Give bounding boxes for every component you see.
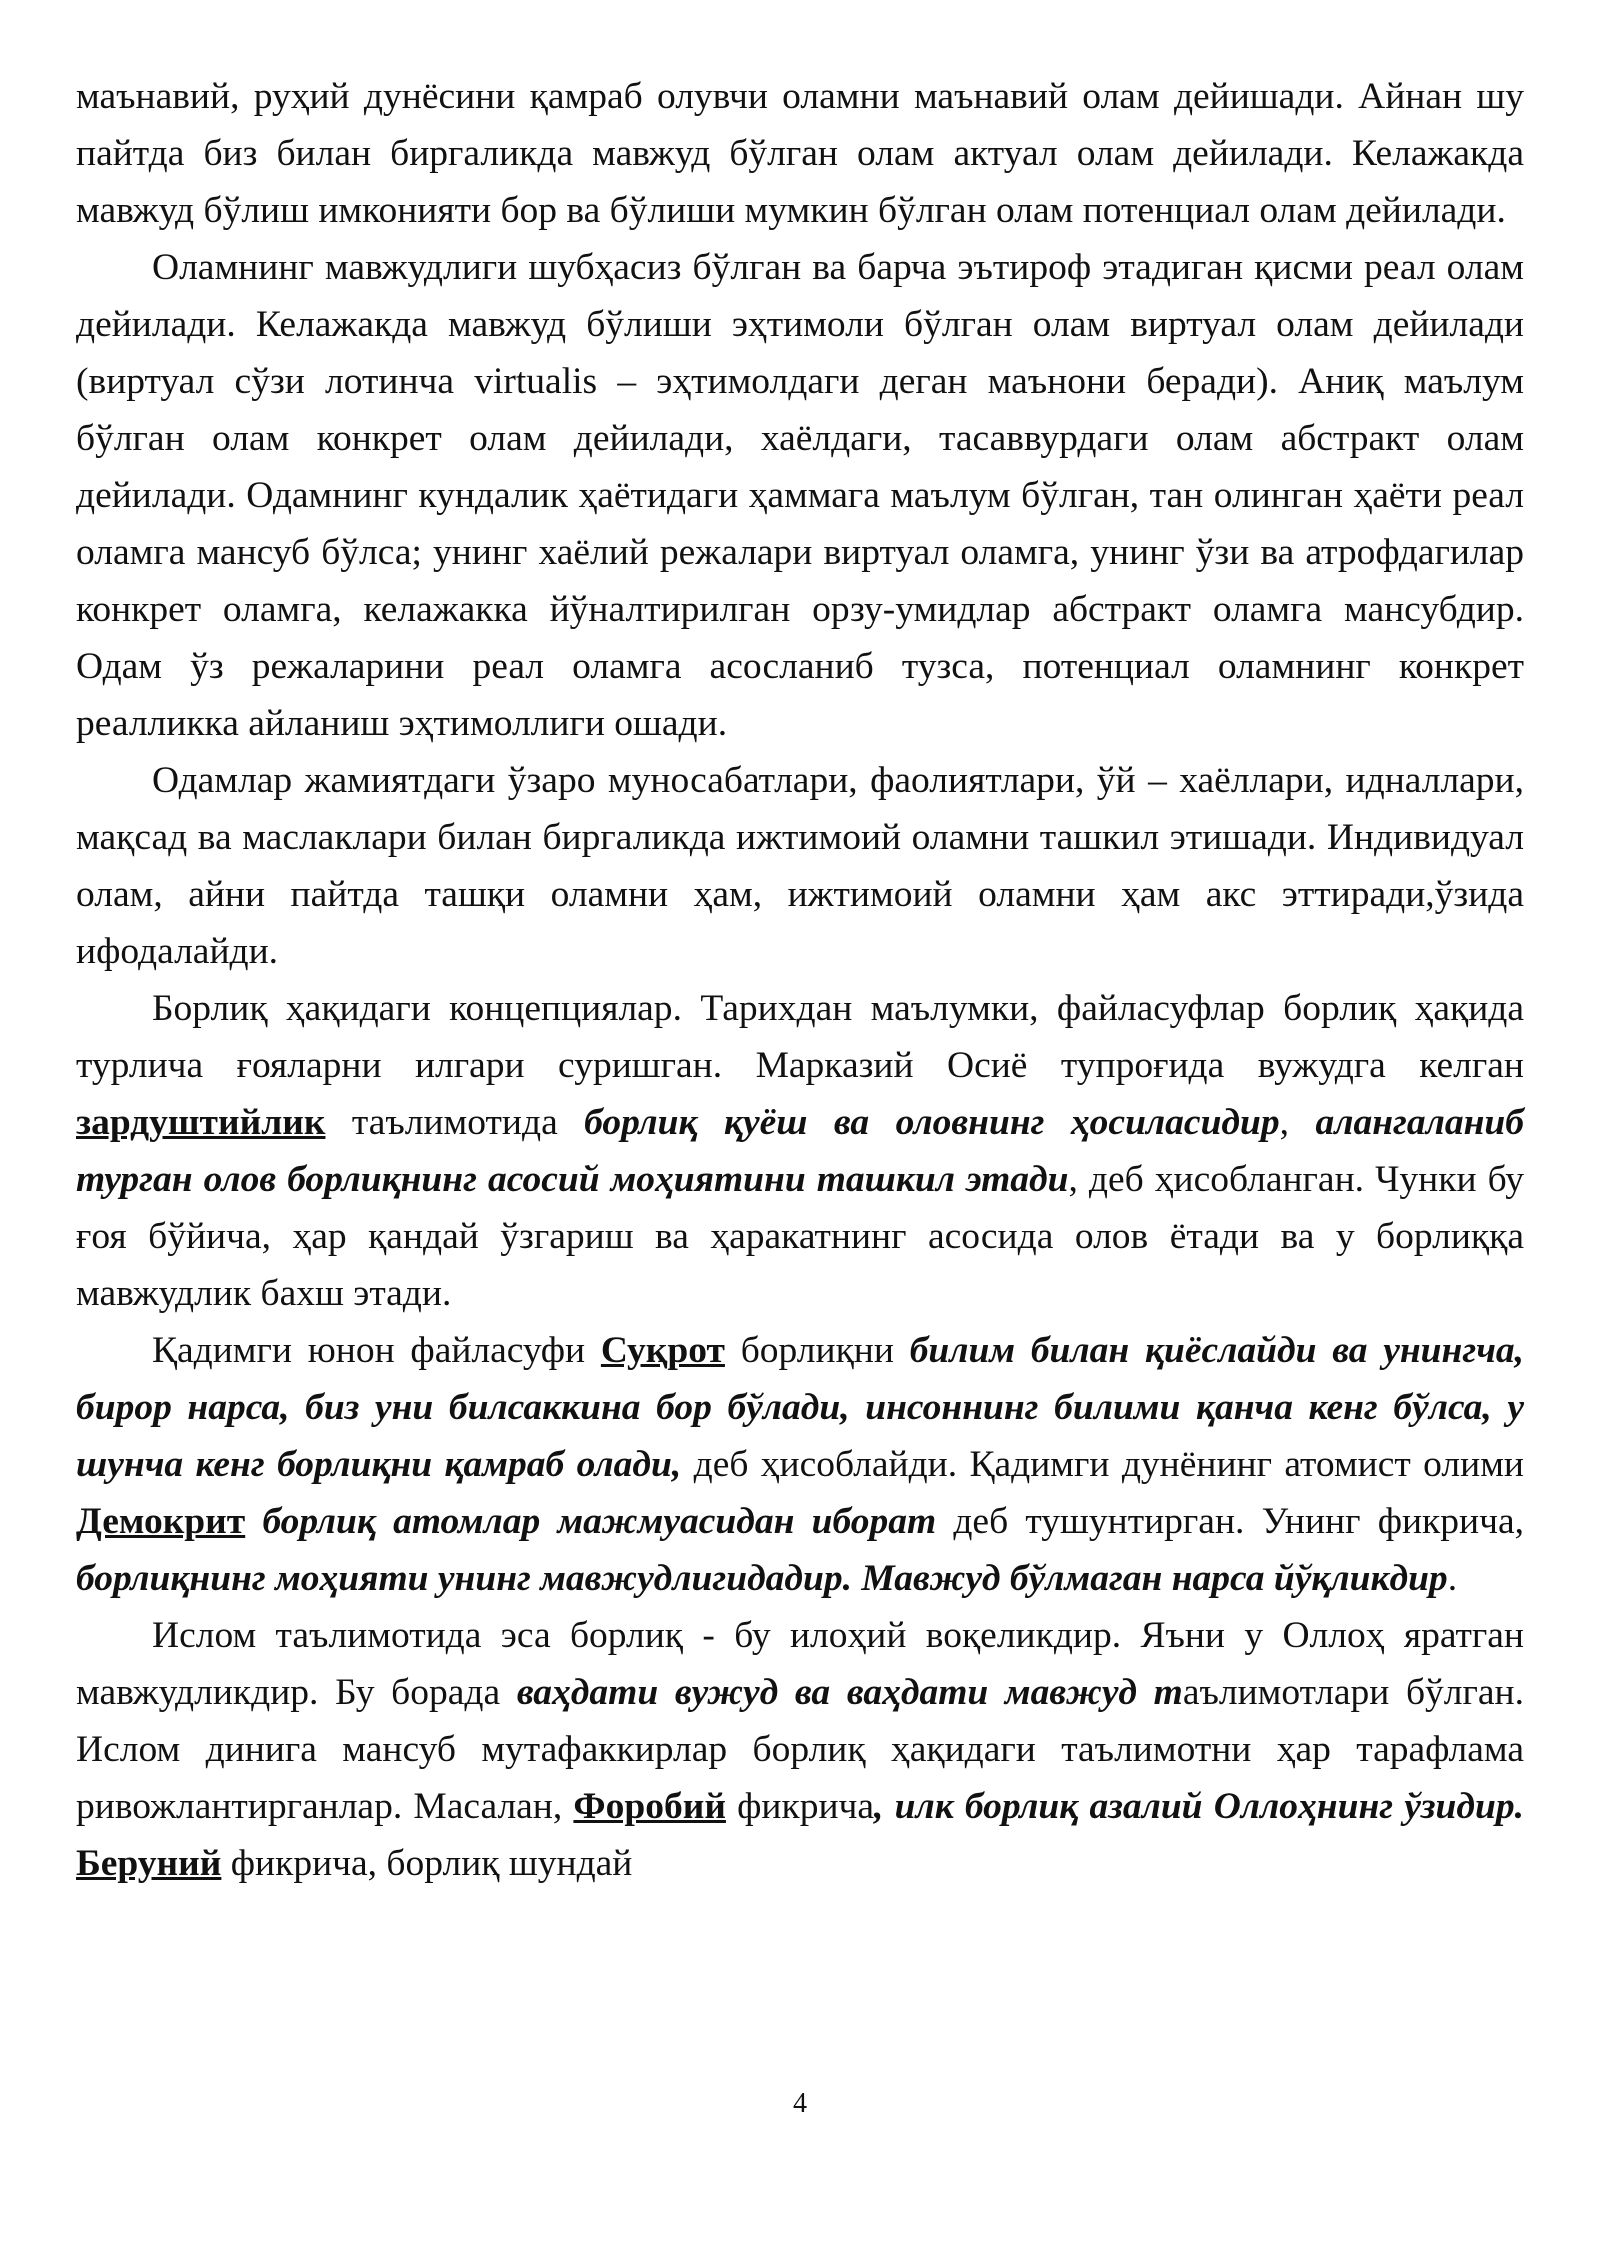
- emphasized-text: борлиқ атомлар мажмуасидан иборат: [262, 1501, 937, 1542]
- emphasized-text: зардуштийлик: [76, 1102, 326, 1143]
- emphasized-text: Ислом таълимотида эса борлиқ: [152, 1615, 684, 1656]
- text-run: ,: [1279, 1102, 1316, 1143]
- paragraph: [76, 68, 1524, 239]
- emphasized-text: реал олам: [1364, 247, 1525, 288]
- text-run: .: [1447, 1558, 1458, 1599]
- text-run: фикрича, борлиқ шундай: [221, 1843, 633, 1884]
- text-run: - бу илоҳий воқеликдир. Яъни у Оллоҳ яратган мавжудликдир. Бу борада: [76, 1615, 1524, 1713]
- paragraph: [76, 980, 1524, 1322]
- emphasized-text: Борлиқ ҳақидаги концепциялар: [152, 988, 673, 1029]
- emphasized-text: кундалик ҳаёти: [418, 475, 667, 516]
- paragraph: [76, 1607, 1524, 1892]
- text-run: фикрича: [725, 1786, 875, 1827]
- emphasized-text: билим билан қиёслайди ва унингча, бирор нарса, биз уни билсаккина бор бўлади, инсоннинг билими қанча кенг бўлса, у шунча кенг борлиқни қамраб олади,: [76, 1330, 1524, 1485]
- text-run: [245, 1501, 262, 1542]
- emphasized-text: унинг ўзи: [1090, 532, 1250, 573]
- paragraph: [76, 1322, 1524, 1607]
- text-run: маънавий, руҳий дунёсини қамраб олувчи оламни маънавий олам дейишади. Айнан шу пайтда биз билан биргаликда мавжуд бўлган олам: [76, 76, 1524, 174]
- text-run: . Тарихдан маълумки, файласуфлар борлиқ ҳақида турлича ғояларни илгари суришган. Марказий Осиё тупроғида вужудга келган: [76, 988, 1524, 1086]
- emphasized-text: ваҳдати вужуд ва ваҳдати мавжуд т: [516, 1672, 1183, 1713]
- text-run: мансуб бўлса; унинг: [185, 532, 539, 573]
- emphasized-text: виртуал олам: [1130, 304, 1354, 345]
- text-run: дейилади (виртуал сўзи лотинча virtualis – эҳтимолдаги деган маънони беради). Аниқ маълум бўлган олам конкрет олам дейилади, хаёлдаги, тасаввурдаги олам: [76, 304, 1524, 459]
- text-run: Одамлар жамиятдаги ўзаро муносабатлари, фаолиятлари, ўй – хаёллари, идналлари, мақсад ва маслаклари билан биргаликда ижтимоий оламни ташкил этишади. Индивидуал олам, айни пайтда ташқи оламни ҳам, ижтимоий оламни ҳам акс эттиради,ўзида ифодалайди.: [76, 760, 1524, 972]
- emphasized-text: борлиқ қуёш ва оловнинг ҳосиласидир: [584, 1102, 1280, 1143]
- text-run: га,: [1037, 532, 1091, 573]
- emphasized-text: хаёлий режалари виртуал олам: [538, 532, 1038, 573]
- text-run: дейилади. Одамнинг: [76, 475, 419, 516]
- text-run: дейилади. Келажакда мавжуд бўлиш имконияти бор ва бўлиши мумкин бўлган олам: [76, 133, 1524, 231]
- emphasized-text: Беруний: [76, 1843, 222, 1884]
- body-text: [76, 68, 1524, 1892]
- text-run: борлиқни: [724, 1330, 910, 1371]
- emphasized-text: актуал олам: [953, 133, 1155, 174]
- document-page: [76, 68, 1524, 1892]
- text-run: га мансубдир.: [1290, 589, 1524, 630]
- paragraph: [76, 752, 1524, 980]
- text-run: дейилади.: [1336, 190, 1506, 231]
- emphasized-text: Одам ўз режаларини реал оламга асосланиб тузса, потенциал оламнинг конкрет реалликка айланиш эҳтимоллиги ошади: [76, 646, 1524, 744]
- text-run: деб тушунтирган. Унинг фикрича,: [936, 1501, 1524, 1542]
- text-run: аълимотлари бўлган. Ислом динига мансуб мутафаккирлар борлиқ ҳақидаги таълимотни ҳар тарафлама ривожлантирганлар. Масалан,: [76, 1672, 1524, 1827]
- emphasized-text: , илк борлиқ азалий Оллоҳнинг ўзидир.: [874, 1786, 1524, 1827]
- emphasized-text: Форобий: [573, 1786, 726, 1827]
- emphasized-text: орзу-умидлар абстракт олам: [812, 589, 1291, 630]
- emphasized-text: Демокрит: [76, 1501, 246, 1542]
- text-run: дейилади. Келажакда мавжуд бўлиши эҳтимоли бўлган олам: [76, 304, 1131, 345]
- emphasized-text: конкрет олам: [76, 589, 301, 630]
- emphasized-text: абстракт олам: [1280, 418, 1524, 459]
- paragraph: [76, 239, 1524, 752]
- text-run: деб ҳисоблайди. Қадимги дунёнинг атомист олими: [681, 1444, 1524, 1485]
- emphasized-text: алангаланиб турган олов борлиқнинг асосий моҳиятини ташкил этади: [76, 1102, 1524, 1200]
- text-run: ва атрофдагилар: [1249, 532, 1525, 573]
- text-run: таълимотида: [325, 1102, 585, 1143]
- text-run: га, келажакка йўналтирилган: [300, 589, 813, 630]
- text-run: Қадимги юнон файласуфи: [152, 1330, 601, 1371]
- emphasized-text: борлиқнинг моҳияти унинг мавжудлигидадир. Мавжуд бўлмаган нарса йўқликдир: [76, 1558, 1448, 1599]
- text-run: , деб ҳисобланган. Чунки бу ғоя бўйича, ҳар қандай ўзгариш ва ҳаракатнинг асосида олов ётади ва у борлиққа мавжудлик бахш этади.: [76, 1159, 1524, 1314]
- text-run: .: [717, 703, 728, 744]
- text-run: Оламнинг мавжудлиги шубҳасиз бўлган ва барча эътироф этадиган қисми: [152, 247, 1365, 288]
- page-number: 4: [793, 2088, 807, 2119]
- emphasized-text: Суқрот: [600, 1330, 725, 1371]
- emphasized-text: реал оламга: [76, 475, 1524, 573]
- emphasized-text: потенциал олам: [1082, 190, 1337, 231]
- text-run: даги ҳаммага маълум бўлган, тан олинган ҳаёти: [666, 475, 1453, 516]
